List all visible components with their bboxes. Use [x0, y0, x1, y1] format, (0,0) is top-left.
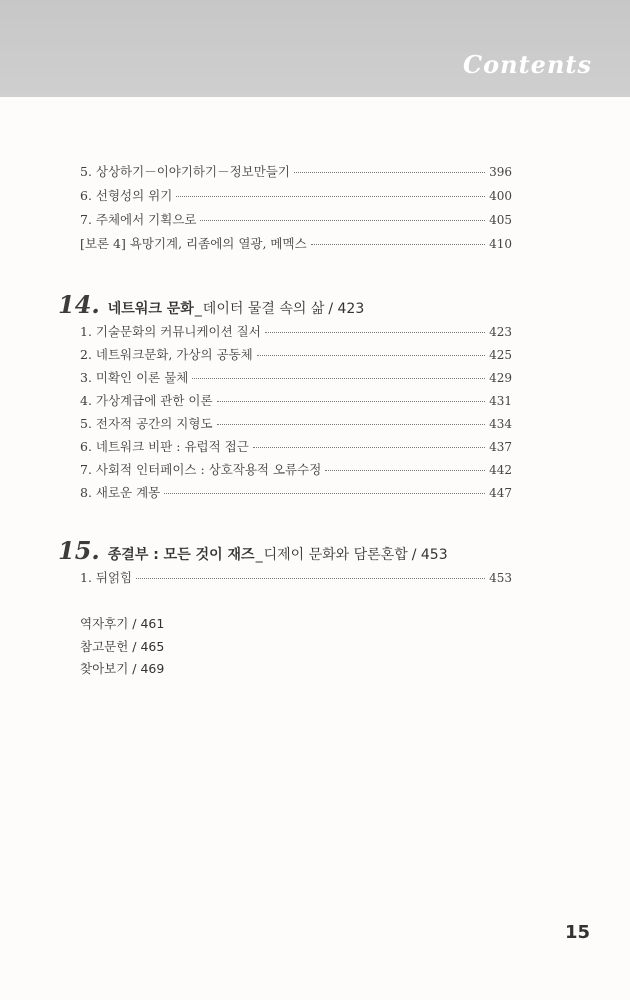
- toc-entry[interactable]: [80, 234, 512, 254]
- toc-entry-label: 1. 기술문화의 커뮤니케이션 질서: [80, 324, 261, 339]
- toc-entry[interactable]: [80, 345, 512, 365]
- toc-entry-label: 4. 가상계급에 관한 이론: [80, 393, 213, 408]
- toc-entry-page: 434: [489, 417, 512, 431]
- chapter-separator: _: [255, 547, 263, 563]
- dot-leader: [217, 401, 486, 402]
- chapter-page: / 423: [328, 301, 365, 317]
- toc-entry-page: 437: [489, 440, 512, 454]
- appendix-item[interactable]: 역자후기 / 461: [80, 616, 165, 631]
- toc-entry-page: 405: [489, 213, 512, 227]
- chapter-separator: _: [194, 301, 202, 317]
- toc-entry[interactable]: [80, 322, 512, 342]
- toc-entry-page: 423: [489, 325, 512, 339]
- toc-entry[interactable]: [80, 391, 512, 411]
- toc-entry[interactable]: [80, 437, 512, 457]
- toc-entry[interactable]: [80, 460, 512, 480]
- toc-entry-label: 1. 뒤얽힘: [80, 570, 133, 585]
- chapter-subtitle: 디제이 문화와 담론혼합: [263, 547, 408, 563]
- chapter-subtitle: 데이터 물결 속의 삶: [202, 301, 325, 317]
- toc-entry[interactable]: [80, 368, 512, 388]
- toc-entry[interactable]: [80, 210, 512, 230]
- dot-leader: [164, 493, 485, 494]
- dot-leader: [257, 355, 485, 356]
- dot-leader: [325, 470, 485, 471]
- page-number: 15: [564, 922, 590, 943]
- toc-entry-page: 453: [489, 571, 512, 585]
- toc-entry[interactable]: [80, 568, 512, 588]
- toc-entry-page: 410: [489, 237, 512, 251]
- chapter-heading[interactable]: [58, 536, 448, 565]
- chapter-number: 14.: [58, 290, 100, 319]
- toc-entry-page: 400: [489, 189, 512, 203]
- header-band: [0, 0, 630, 97]
- chapter-title: 종결부 : 모든 것이 재즈: [107, 547, 255, 563]
- toc-entry[interactable]: [80, 186, 512, 206]
- toc-entry[interactable]: [80, 162, 512, 182]
- toc-entry-label: 3. 미확인 이론 물체: [80, 370, 189, 385]
- toc-entry-label: 8. 새로운 계몽: [80, 485, 161, 500]
- toc-entry[interactable]: [80, 414, 512, 434]
- dot-leader: [176, 196, 485, 197]
- dot-leader: [217, 424, 486, 425]
- toc-entry-page: 447: [489, 486, 512, 500]
- toc-entry-label: 7. 주체에서 기획으로: [80, 212, 197, 227]
- dot-leader: [294, 172, 485, 173]
- chapter-number: 15.: [58, 536, 100, 565]
- toc-entry-page: 429: [489, 371, 512, 385]
- toc-entry-label: [보론 4] 욕망기계, 리좀에의 열광, 메멕스: [80, 236, 307, 251]
- toc-entry-label: 2. 네트워크문화, 가상의 공동체: [80, 347, 253, 362]
- toc-entry-page: 396: [489, 165, 512, 179]
- appendix-item[interactable]: 찾아보기 / 469: [80, 661, 165, 676]
- toc-entry-label: 6. 선형성의 위기: [80, 188, 173, 203]
- toc-entry-page: 442: [489, 463, 512, 477]
- toc-entry-label: 5. 상상하기－이야기하기－정보만들기: [80, 164, 290, 179]
- chapter-title: 네트워크 문화: [107, 301, 194, 317]
- contents-title: Contents: [463, 50, 592, 79]
- toc-entry-page: 431: [489, 394, 512, 408]
- toc-entry[interactable]: [80, 483, 512, 503]
- appendix-item[interactable]: 참고문헌 / 465: [80, 639, 165, 654]
- dot-leader: [311, 244, 485, 245]
- dot-leader: [192, 378, 485, 379]
- toc-entry-page: 425: [489, 348, 512, 362]
- toc-entry-label: 6. 네트워크 비판 : 유럽적 접근: [80, 439, 249, 454]
- chapter-heading[interactable]: [58, 290, 364, 319]
- toc-entry-label: 7. 사회적 인터페이스 : 상호작용적 오류수정: [80, 462, 322, 477]
- toc-entry-label: 5. 전자적 공간의 지형도: [80, 416, 213, 431]
- dot-leader: [253, 447, 485, 448]
- dot-leader: [136, 578, 485, 579]
- dot-leader: [200, 220, 485, 221]
- dot-leader: [265, 332, 485, 333]
- chapter-page: / 453: [411, 547, 448, 563]
